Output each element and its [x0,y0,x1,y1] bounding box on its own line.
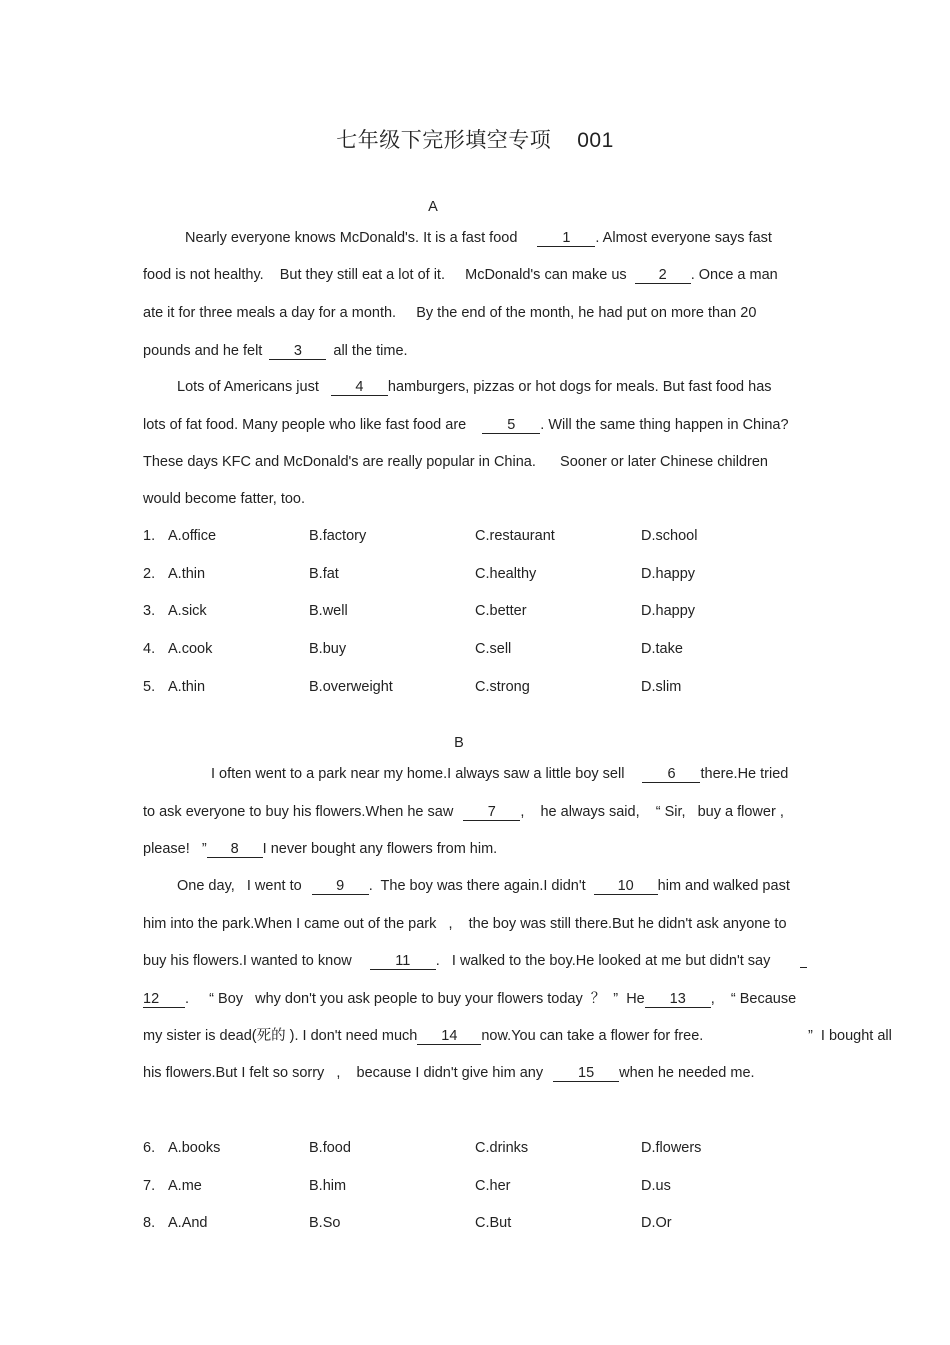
passage-b-line: to ask everyone to buy his flowers.When he saw 7 , he always said, “ Sir, buy a flower , [143,804,784,820]
title-number: 001 [577,129,614,152]
blank-14: 14 [417,1029,481,1045]
passage-a-line: pounds and he felt 3 all the time. [143,343,408,359]
passage-a-line: These days KFC and McDonald's are really popular in China. Sooner or later Chinese children [143,454,768,470]
passage-a-line: food is not healthy. But they still eat a lot of it. McDonald's can make us 2 . Once a man [143,267,778,283]
blank-5: 5 [482,418,540,434]
blank-3: 3 [269,344,326,360]
option-d: D.school [641,528,698,544]
option-d: D.happy [641,566,696,582]
passage-b-line: I often went to a park near my home.I always saw a little boy sell 6 there.He tried [211,766,789,782]
passage-b-line-end: ” I bought all [808,1028,892,1044]
passage-b-line: 12 . “ Boy why don't you ask people to buy your flowers today ？ ” He 13 , “ Because [143,991,797,1007]
passage-a-line: Nearly everyone knows McDonald's. It is a fast food 1 . Almost everyone says fast [185,230,772,246]
option-b: B.buy [309,641,347,657]
passage-b-line: buy his flowers.I wanted to know 11 . I walked to the boy.He looked at me but didn't say [143,953,771,969]
option-c: C.better [475,603,527,619]
blank-2: 2 [635,268,691,284]
option-b: B.well [309,603,348,619]
page-title [0,128,950,154]
passage-b-line: please! ” 8 I never bought any flowers from him. [143,841,498,857]
option-c: C.her [475,1178,511,1194]
blank-4: 4 [331,380,388,396]
option-b: B.fat [309,566,339,582]
option-c: C.healthy [475,566,537,582]
blank-10: 10 [594,879,658,895]
blank-6: 6 [642,767,700,783]
option-c: C.But [475,1215,512,1231]
option-d: D.Or [641,1215,672,1231]
option-a: A.me [168,1178,202,1194]
option-b: B.So [309,1215,341,1231]
option-c: C.drinks [475,1140,529,1156]
option-a: A.And [168,1215,208,1231]
option-d: D.us [641,1178,671,1194]
title-text: 七年级下完形填空专项 [336,129,552,152]
passage-b-line: my sister is dead(死的 ). I don't need much 14 now.You can take a flower for free. [143,1028,704,1044]
option-a: A.thin [168,679,206,695]
option-c: C.strong [475,679,530,695]
passage-a-line: ate it for three meals a day for a month. By the end of the month, he had put on more than 20 [143,305,757,321]
option-a: A.office [168,528,217,544]
blank-8: 8 [207,842,263,858]
passage-b-line: One day, I went to 9 . The boy was there again.I didn't 10 him and walked past [177,878,790,894]
blank-9: 9 [312,879,369,895]
blank-7: 7 [463,805,520,821]
passage-a-line: would become fatter, too. [143,491,306,507]
blank-13: 13 [645,992,711,1008]
option-b: B.food [309,1140,351,1156]
passage-b-line: him into the park.When I came out of the park , the boy was still there.But he didn't ask anyone to [143,916,787,932]
option-b: B.factory [309,528,367,544]
blank-15: 15 [553,1066,619,1082]
option-b: B.overweight [309,679,393,695]
blank-1: 1 [537,231,595,247]
passage-b-line: his flowers.But I felt so sorry , because I didn't give him any 15 when he needed me. [143,1065,755,1081]
option-b: B.him [309,1178,347,1194]
option-a: A.books [168,1140,221,1156]
option-d: D.take [641,641,683,657]
passage-a-line: Lots of Americans just 4 hamburgers, pizzas or hot dogs for meals. But fast food has [177,379,772,395]
section-a-heading: A [428,199,438,215]
blank-11: 11 [370,954,436,970]
blank-12: 12 [143,992,185,1008]
passage-a-line: lots of fat food. Many people who like fast food are 5 . Will the same thing happen in China? [143,417,789,433]
option-c: C.sell [475,641,512,657]
option-d: D.flowers [641,1140,702,1156]
option-a: A.thin [168,566,206,582]
blank-12-start [800,952,807,968]
option-d: D.happy [641,603,696,619]
option-c: C.restaurant [475,528,555,544]
section-b-heading: B [454,735,464,751]
option-d: D.slim [641,679,682,695]
option-a: A.sick [168,603,207,619]
option-a: A.cook [168,641,213,657]
